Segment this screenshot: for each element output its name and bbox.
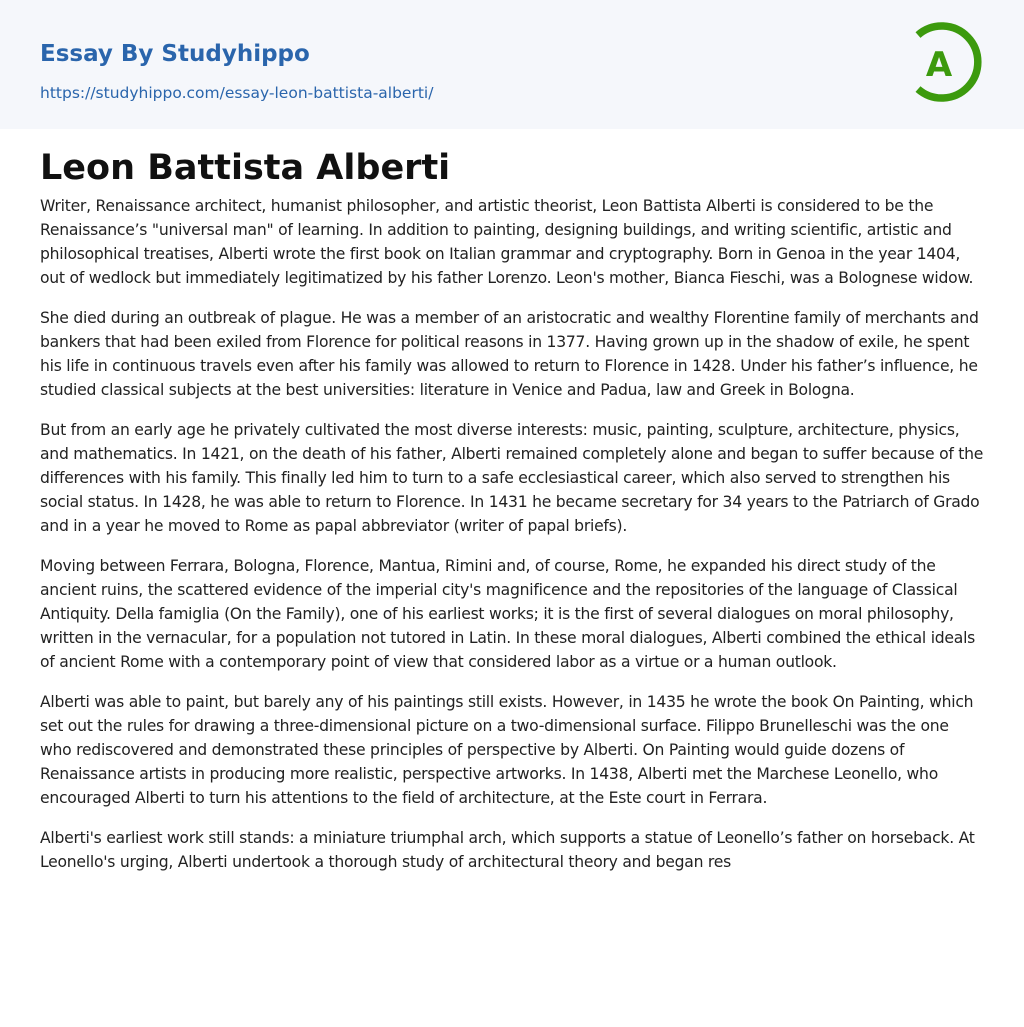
essay-url-link[interactable]: https://studyhippo.com/essay-leon-battista-alberti/ (40, 84, 434, 102)
studyhippo-logo-icon[interactable] (910, 18, 988, 106)
paragraph: Alberti's earliest work still stands: a miniature triumphal arch, which supports a statue of Leonello’s father on horseback. At Leonello's urging, Alberti undertook a thorough study of architectural theory and began res (40, 829, 975, 871)
page-title: Leon Battista Alberti (40, 148, 451, 188)
paragraph: Writer, Renaissance architect, humanist philosopher, and artistic theorist, Leon Battista Alberti is considered to be the Renaissance’s "universal man" of learning. In addition to painting, designing buildings, and writing scientific, artistic and philosophical treatises, Alberti wrote the first book on Italian grammar and cryptography. Born in Genoa in the year 1404, out of wedlock but immediately legitimatized by his father Lorenzo. Leon's mother, Bianca Fieschi, was a Bolognese widow. (40, 197, 974, 287)
article-body (40, 194, 984, 874)
paragraph: She died during an outbreak of plague. He was a member of an aristocratic and wealthy Florentine family of merchants and bankers that had been exiled from Florence for political reasons in 1377. Having grown up in the shadow of exile, he spent his life in continuous travels even after his family was allowed to return to Florence in 1428. Under his father’s influence, he studied classical subjects at the best universities: literature in Venice and Padua, law and Greek in Bologna. (40, 309, 979, 399)
article (0, 147, 1024, 874)
site-header (0, 0, 1024, 129)
paragraph: Alberti was able to paint, but barely any of his paintings still exists. However, in 1435 he wrote the book On Painting, which set out the rules for drawing a three-dimensional picture on a two-dimensional surface. Filippo Brunelleschi was the one who rediscovered and demonstrated these principles of perspective by Alberti. On Painting would guide dozens of Renaissance artists in producing more realistic, perspective artworks. In 1438, Alberti met the Marchese Leonello, who encouraged Alberti to turn his attentions to the field of architecture, at the Este court in Ferrara. (40, 693, 974, 807)
paragraph: Moving between Ferrara, Bologna, Florence, Mantua, Rimini and, of course, Rome, he expanded his direct study of the ancient ruins, the scattered evidence of the imperial city's magnificence and the repositories of the language of Classical Antiquity. Della famiglia (On the Family), one of his earliest works; it is the first of several dialogues on moral philosophy, written in the vernacular, for a population not tutored in Latin. In these moral dialogues, Alberti combined the ethical ideals of ancient Rome with a contemporary point of view that considered labor as a virtue or a human outlook. (40, 557, 976, 671)
paragraph: But from an early age he privately cultivated the most diverse interests: music, painting, sculpture, architecture, physics, and mathematics. In 1421, on the death of his father, Alberti remained completely alone and began to suffer because of the differences with his family. This finally led him to turn to a safe ecclesiastical career, which also served to strengthen his social status. In 1428, he was able to return to Florence. In 1431 he became secretary for 34 years to the Patriarch of Grado and in a year he moved to Rome as papal abbreviator (writer of papal briefs). (40, 421, 984, 535)
brand-title: Essay By Studyhippo (40, 41, 310, 67)
logo-letter: A (925, 45, 953, 85)
